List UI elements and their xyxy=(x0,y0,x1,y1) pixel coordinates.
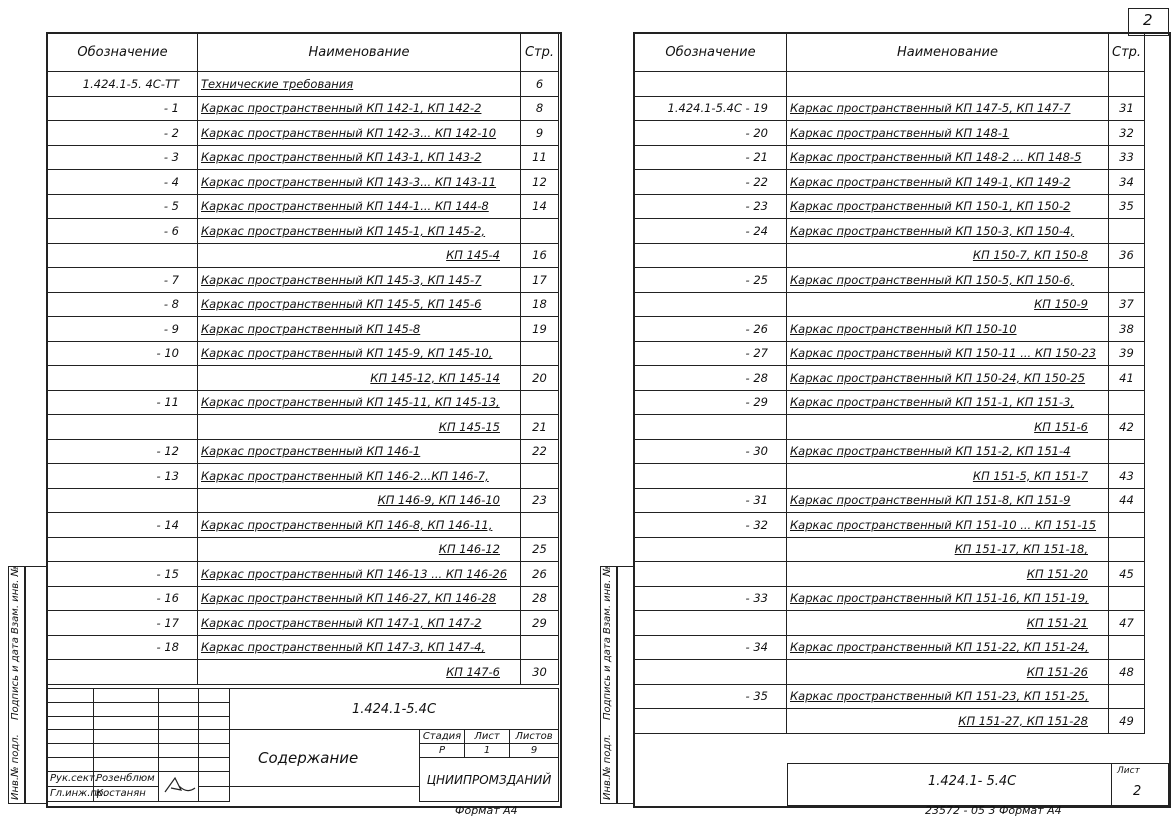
right-stamp-sheet-header: Лист xyxy=(1117,766,1140,776)
row-name: Каркас пространственный КП 146-27, КП 146-28 xyxy=(198,586,521,611)
row-page: 44 xyxy=(1109,488,1145,513)
right-stamp-sheet: 2 xyxy=(1133,784,1142,799)
table-row xyxy=(635,390,1168,415)
row-designation xyxy=(635,611,787,636)
row-name: Каркас пространственный КП 145-9, КП 145-10, xyxy=(198,341,521,366)
row-page: 23 xyxy=(521,488,559,513)
row-page: 21 xyxy=(521,415,559,440)
row-name: Каркас пространственный КП 151-23, КП 151-25, xyxy=(787,684,1109,709)
row-name: КП 151-5, КП 151-7 xyxy=(787,464,1109,489)
table-row xyxy=(48,635,559,660)
row-name: Каркас пространственный КП 145-3, КП 145-7 xyxy=(198,268,521,293)
stamp-sheets-header: Листов xyxy=(510,730,559,744)
row-page xyxy=(521,341,559,366)
side-label-inv: Инв.№ подл. xyxy=(10,734,21,800)
row-page xyxy=(1109,635,1145,660)
table-row xyxy=(48,464,559,489)
row-name xyxy=(787,72,1109,97)
row-designation: - 22 xyxy=(635,170,787,195)
row-designation: - 31 xyxy=(635,488,787,513)
row-name: Каркас пространственный КП 145-1, КП 145-2, xyxy=(198,219,521,244)
table-row xyxy=(48,96,559,121)
row-designation: - 28 xyxy=(635,366,787,391)
table-row xyxy=(48,537,559,562)
row-page: 39 xyxy=(1109,341,1145,366)
row-name: Каркас пространственный КП 147-1, КП 147-2 xyxy=(198,611,521,636)
row-designation: - 27 xyxy=(635,341,787,366)
row-name: КП 150-9 xyxy=(787,292,1109,317)
row-designation: - 10 xyxy=(48,341,198,366)
table-row xyxy=(635,439,1168,464)
row-page: 41 xyxy=(1109,366,1145,391)
row-name: Каркас пространственный КП 147-5, КП 147-7 xyxy=(787,96,1109,121)
row-name: КП 146-12 xyxy=(198,537,521,562)
row-page: 34 xyxy=(1109,170,1145,195)
table-row xyxy=(635,243,1168,268)
stamp-role-1: Рук.сект. xyxy=(48,771,94,786)
row-designation xyxy=(635,660,787,685)
row-page: 8 xyxy=(521,96,559,121)
row-page xyxy=(521,219,559,244)
table-row xyxy=(635,488,1168,513)
row-name: Каркас пространственный КП 144-1... КП 144-8 xyxy=(198,194,521,219)
row-name: КП 151-17, КП 151-18, xyxy=(787,537,1109,562)
table-row xyxy=(48,72,559,97)
row-designation: - 26 xyxy=(635,317,787,342)
row-name: Каркас пространственный КП 142-3... КП 142-10 xyxy=(198,121,521,146)
row-designation: - 8 xyxy=(48,292,198,317)
row-designation: - 32 xyxy=(635,513,787,538)
table-row xyxy=(635,317,1168,342)
row-designation: - 5 xyxy=(48,194,198,219)
stamp-sheet-header: Лист xyxy=(465,730,510,744)
table-row xyxy=(48,292,559,317)
row-designation: - 7 xyxy=(48,268,198,293)
row-page xyxy=(1109,684,1145,709)
header-name: Наименование xyxy=(787,34,1109,72)
row-designation: - 15 xyxy=(48,562,198,587)
row-designation: - 23 xyxy=(635,194,787,219)
table-row xyxy=(48,513,559,538)
table-row xyxy=(48,145,559,170)
table-row xyxy=(635,415,1168,440)
row-designation xyxy=(635,464,787,489)
row-name: КП 145-4 xyxy=(198,243,521,268)
row-page xyxy=(1109,390,1145,415)
stamp-sheets: 9 xyxy=(510,744,559,758)
row-designation: - 16 xyxy=(48,586,198,611)
row-page: 31 xyxy=(1109,96,1145,121)
left-contents-table xyxy=(47,33,559,685)
row-name: Каркас пространственный КП 149-1, КП 149-2 xyxy=(787,170,1109,195)
row-designation xyxy=(635,72,787,97)
row-name: Каркас пространственный КП 146-13 ... КП 146-26 xyxy=(198,562,521,587)
left-header-row xyxy=(48,34,559,72)
side-label-replace-right: Взам. инв. № xyxy=(602,566,613,634)
stamp-sheet: 1 xyxy=(465,744,510,758)
row-page: 35 xyxy=(1109,194,1145,219)
row-name: Каркас пространственный КП 143-3... КП 143-11 xyxy=(198,170,521,195)
table-row xyxy=(635,562,1168,587)
row-page: 25 xyxy=(521,537,559,562)
row-page: 36 xyxy=(1109,243,1145,268)
right-sheet-number: 2 xyxy=(1143,11,1153,29)
table-row xyxy=(635,709,1168,734)
row-name: Каркас пространственный КП 151-1, КП 151-3, xyxy=(787,390,1109,415)
row-name: Каркас пространственный КП 145-11, КП 145-13, xyxy=(198,390,521,415)
row-designation xyxy=(48,488,198,513)
table-row xyxy=(635,464,1168,489)
row-page: 33 xyxy=(1109,145,1145,170)
row-name: КП 151-27, КП 151-28 xyxy=(787,709,1109,734)
table-row xyxy=(48,341,559,366)
row-page: 37 xyxy=(1109,292,1145,317)
row-designation: - 21 xyxy=(635,145,787,170)
row-page: 48 xyxy=(1109,660,1145,685)
row-page: 47 xyxy=(1109,611,1145,636)
row-page xyxy=(1109,439,1145,464)
row-designation: - 20 xyxy=(635,121,787,146)
row-designation: 1.424.1-5. 4С-ТТ xyxy=(48,72,198,97)
table-row xyxy=(48,243,559,268)
row-name: КП 147-6 xyxy=(198,660,521,685)
row-name: Технические требования xyxy=(198,72,521,97)
row-name: Каркас пространственный КП 148-2 ... КП 148-5 xyxy=(787,145,1109,170)
row-page: 19 xyxy=(521,317,559,342)
row-page xyxy=(1109,268,1145,293)
table-row xyxy=(635,660,1168,685)
table-row xyxy=(48,415,559,440)
left-stamp-title: Содержание xyxy=(230,730,420,786)
row-designation xyxy=(635,709,787,734)
left-title-block xyxy=(47,688,559,802)
row-name: КП 151-26 xyxy=(787,660,1109,685)
row-page: 11 xyxy=(521,145,559,170)
table-row xyxy=(635,121,1168,146)
row-designation: - 14 xyxy=(48,513,198,538)
row-name: Каркас пространственный КП 147-3, КП 147-4, xyxy=(198,635,521,660)
side-label-sign: Подпись и дата xyxy=(10,637,21,720)
table-row xyxy=(635,170,1168,195)
row-designation: - 29 xyxy=(635,390,787,415)
table-row xyxy=(635,194,1168,219)
row-page: 26 xyxy=(521,562,559,587)
left-side-strip-2 xyxy=(24,566,48,804)
row-designation: 1.424.1-5.4С - 19 xyxy=(635,96,787,121)
row-page: 14 xyxy=(521,194,559,219)
row-name: Каркас пространственный КП 151-16, КП 151-19, xyxy=(787,586,1109,611)
row-page: 32 xyxy=(1109,121,1145,146)
table-row xyxy=(635,513,1168,538)
signature-mark xyxy=(159,771,199,801)
stamp-organization: ЦНИИПРОМЗДАНИЙ xyxy=(420,758,559,802)
stamp-name-2: Костанян xyxy=(94,786,159,801)
header-page: Стр. xyxy=(1109,34,1145,72)
row-designation xyxy=(48,537,198,562)
row-designation: - 2 xyxy=(48,121,198,146)
row-designation: - 34 xyxy=(635,635,787,660)
table-row xyxy=(48,562,559,587)
row-name: Каркас пространственный КП 151-2, КП 151-4 xyxy=(787,439,1109,464)
row-name: Каркас пространственный КП 146-2...КП 146-7, xyxy=(198,464,521,489)
row-name: Каркас пространственный КП 150-11 ... КП 150-23 xyxy=(787,341,1109,366)
row-name: КП 150-7, КП 150-8 xyxy=(787,243,1109,268)
row-page: 12 xyxy=(521,170,559,195)
row-name: Каркас пространственный КП 143-1, КП 143-2 xyxy=(198,145,521,170)
row-designation xyxy=(635,292,787,317)
row-name: КП 151-6 xyxy=(787,415,1109,440)
side-label-inv-right: Инв.№ подл. xyxy=(602,734,613,800)
row-designation: - 6 xyxy=(48,219,198,244)
row-designation xyxy=(48,660,198,685)
table-row xyxy=(635,292,1168,317)
row-page: 28 xyxy=(521,586,559,611)
table-row xyxy=(48,488,559,513)
row-name: Каркас пространственный КП 150-3, КП 150-4, xyxy=(787,219,1109,244)
side-label-sign-right: Подпись и дата xyxy=(602,637,613,720)
table-row xyxy=(48,586,559,611)
row-designation: - 12 xyxy=(48,439,198,464)
header-name: Наименование xyxy=(198,34,521,72)
row-designation: - 11 xyxy=(48,390,198,415)
row-name: КП 151-21 xyxy=(787,611,1109,636)
right-side-strip-2 xyxy=(616,566,635,804)
row-page xyxy=(1109,537,1145,562)
table-row xyxy=(48,366,559,391)
row-page xyxy=(521,390,559,415)
row-name: Каркас пространственный КП 142-1, КП 142-2 xyxy=(198,96,521,121)
table-row xyxy=(635,537,1168,562)
row-page: 43 xyxy=(1109,464,1145,489)
table-row xyxy=(48,170,559,195)
table-row xyxy=(635,341,1168,366)
row-page: 16 xyxy=(521,243,559,268)
table-row xyxy=(635,366,1168,391)
right-header-row xyxy=(635,34,1168,72)
row-name: КП 145-12, КП 145-14 xyxy=(198,366,521,391)
row-name: КП 145-15 xyxy=(198,415,521,440)
table-row xyxy=(635,684,1168,709)
row-designation xyxy=(48,415,198,440)
stamp-role-2: Гл.инж.пр. xyxy=(48,786,94,801)
row-designation xyxy=(48,243,198,268)
row-designation: - 4 xyxy=(48,170,198,195)
stamp-name-1: Розенблюм xyxy=(94,771,159,786)
table-row xyxy=(48,611,559,636)
row-page xyxy=(521,635,559,660)
header-designation: Обозначение xyxy=(635,34,787,72)
row-designation xyxy=(635,243,787,268)
right-stamp-code: 1.424.1- 5.4С xyxy=(928,774,1017,789)
row-designation xyxy=(635,415,787,440)
table-row xyxy=(48,390,559,415)
row-page: 38 xyxy=(1109,317,1145,342)
table-row xyxy=(48,268,559,293)
row-designation: - 1 xyxy=(48,96,198,121)
row-name: Каркас пространственный КП 146-1 xyxy=(198,439,521,464)
row-designation: - 24 xyxy=(635,219,787,244)
row-page: 9 xyxy=(521,121,559,146)
stamp-stage: Р xyxy=(420,744,465,758)
row-designation: - 9 xyxy=(48,317,198,342)
table-row xyxy=(635,219,1168,244)
row-name: Каркас пространственный КП 151-22, КП 151-24, xyxy=(787,635,1109,660)
row-page: 42 xyxy=(1109,415,1145,440)
row-name: КП 151-20 xyxy=(787,562,1109,587)
row-designation: - 35 xyxy=(635,684,787,709)
row-page: 30 xyxy=(521,660,559,685)
row-page xyxy=(1109,586,1145,611)
table-row xyxy=(635,145,1168,170)
table-row xyxy=(635,72,1168,97)
row-page: 29 xyxy=(521,611,559,636)
row-designation xyxy=(635,537,787,562)
row-name: Каркас пространственный КП 148-1 xyxy=(787,121,1109,146)
row-page: 20 xyxy=(521,366,559,391)
stamp-stage-header: Стадия xyxy=(420,730,465,744)
row-designation: - 25 xyxy=(635,268,787,293)
row-designation xyxy=(635,562,787,587)
table-row xyxy=(635,635,1168,660)
table-row xyxy=(48,317,559,342)
row-page: 45 xyxy=(1109,562,1145,587)
row-page: 49 xyxy=(1109,709,1145,734)
row-designation: - 13 xyxy=(48,464,198,489)
side-label-replace: Взам. инв. № xyxy=(10,566,21,634)
row-name: Каркас пространственный КП 151-8, КП 151-9 xyxy=(787,488,1109,513)
table-row xyxy=(48,439,559,464)
table-row xyxy=(635,586,1168,611)
row-page xyxy=(521,464,559,489)
row-page xyxy=(1109,219,1145,244)
table-row xyxy=(48,219,559,244)
left-stamp-code: 1.424.1-5.4С xyxy=(230,689,559,730)
row-designation: - 18 xyxy=(48,635,198,660)
header-designation: Обозначение xyxy=(48,34,198,72)
row-name: Каркас пространственный КП 151-10 ... КП 151-15 xyxy=(787,513,1109,538)
header-page: Стр. xyxy=(521,34,559,72)
row-name: Каркас пространственный КП 150-24, КП 150-25 xyxy=(787,366,1109,391)
row-name: Каркас пространственный КП 150-1, КП 150-2 xyxy=(787,194,1109,219)
left-format-label: Формат А4 xyxy=(455,804,518,817)
table-row xyxy=(48,121,559,146)
row-page xyxy=(521,513,559,538)
right-contents-table xyxy=(634,33,1168,734)
row-name: Каркас пространственный КП 145-8 xyxy=(198,317,521,342)
row-page: 18 xyxy=(521,292,559,317)
row-designation: - 3 xyxy=(48,145,198,170)
table-row xyxy=(635,96,1168,121)
row-name: Каркас пространственный КП 150-10 xyxy=(787,317,1109,342)
row-page: 6 xyxy=(521,72,559,97)
row-designation: - 33 xyxy=(635,586,787,611)
table-row xyxy=(635,611,1168,636)
row-designation: - 17 xyxy=(48,611,198,636)
row-name: Каркас пространственный КП 146-8, КП 146-11, xyxy=(198,513,521,538)
row-page: 22 xyxy=(521,439,559,464)
row-name: Каркас пространственный КП 150-5, КП 150-6, xyxy=(787,268,1109,293)
right-footer: 23572 - 05 3 Формат А4 xyxy=(925,804,1062,817)
row-designation xyxy=(48,366,198,391)
table-row xyxy=(48,194,559,219)
table-row xyxy=(48,660,559,685)
row-name: КП 146-9, КП 146-10 xyxy=(198,488,521,513)
row-name: Каркас пространственный КП 145-5, КП 145-6 xyxy=(198,292,521,317)
row-designation: - 30 xyxy=(635,439,787,464)
table-row xyxy=(635,268,1168,293)
row-page xyxy=(1109,72,1145,97)
row-page: 17 xyxy=(521,268,559,293)
row-page xyxy=(1109,513,1145,538)
